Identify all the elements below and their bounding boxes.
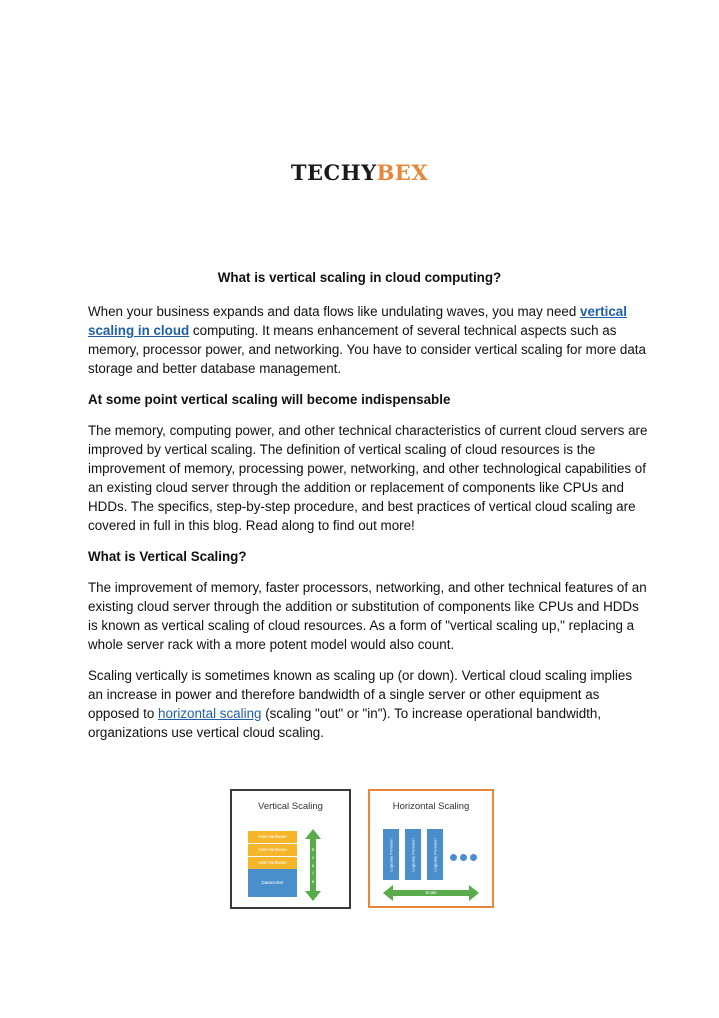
logo-text-bex: BEX xyxy=(376,160,429,185)
scaling-text-before: Scaling vertically is sometimes known as scaling up (or down). Vertical cloud scaling implies an increase in power and therefore bandwidth of a single server or other equipment as opposed to xyxy=(88,668,633,721)
provision-column xyxy=(427,829,443,880)
provision-label: Logically Provision xyxy=(432,837,438,872)
techybex-logo xyxy=(0,160,719,185)
intro-text-before: When your business expands and data flows like undulating waves, you may need xyxy=(88,304,581,319)
horizontal-scaling-link[interactable]: horizontal scaling xyxy=(158,706,262,721)
vertical-arrow-letter-l: l xyxy=(312,871,314,876)
vertical-arrow-letter-a: a xyxy=(311,863,315,868)
logo-text-techy: TECHY xyxy=(290,160,377,185)
definition-paragraph: The memory, computing power, and other technical characteristics of current cloud servers are improved by vertical scaling. The definition of vertical scaling of cloud resources is the improvement of memory, processing power, networking, and other technological capabilities of an existing cloud server through the addition or replacement of components like CPUs and HDDs. The specifics, step-by-step procedure, and best practices of vertical cloud scaling are covered in full in this blog. Read along to find out more! xyxy=(88,423,648,533)
intro-paragraph xyxy=(88,302,648,378)
provision-column xyxy=(383,829,399,880)
vertical-scaling-title: Vertical Scaling xyxy=(258,801,323,812)
improvement-paragraph: The improvement of memory, faster processors, networking, and other technical features of an existing cloud server through the addition or substitution of components like CPUs and HDDs is known as vertical scaling of cloud resources. As a form of "vertical scaling up," replacing a whole server rack with a more potent model would also count. xyxy=(88,580,647,652)
provision-column xyxy=(405,829,421,880)
section-heading-what-is: What is Vertical Scaling? xyxy=(88,549,247,564)
horizontal-scaling-title: Horizontal Scaling xyxy=(392,801,470,812)
ellipsis-dots-icon xyxy=(450,854,457,861)
page-title: What is vertical scaling in cloud computing? xyxy=(217,270,502,285)
add-hardware-block: Add Hardware xyxy=(248,844,297,856)
vertical-scaling-link[interactable]: vertical scaling in cloud xyxy=(88,304,627,338)
add-hardware-block: Add Hardware xyxy=(248,831,297,843)
vertical-arrow-letter-s: S xyxy=(311,847,315,852)
provision-label: Logically Provision xyxy=(388,837,394,872)
horizontal-scaling-panel xyxy=(368,789,494,908)
vertical-arrow-letter-e: e xyxy=(311,879,315,884)
scaling-text-after: (scaling "out" or "in"). To increase operational bandwidth, organizations use vertical cloud scaling. xyxy=(88,706,602,740)
horizontal-arrow-label: Scale xyxy=(425,890,437,895)
ellipsis-dots-icon xyxy=(470,854,477,861)
datacenter-block: Datacenter xyxy=(248,869,297,897)
intro-text-after: computing. It means enhancement of several technical aspects such as memory, processor power, and networking. You have to consider vertical scaling for more data storage and better database management. xyxy=(88,323,646,376)
section-heading-indispensable: At some point vertical scaling will become indispensable xyxy=(88,392,451,407)
ellipsis-dots-icon xyxy=(460,854,467,861)
scaling-up-paragraph xyxy=(88,666,648,742)
vertical-arrow-letter-c: c xyxy=(311,855,315,860)
article-body xyxy=(88,302,648,754)
provision-label: Logically Provision xyxy=(410,837,416,872)
vertical-scaling-panel xyxy=(230,789,351,909)
add-hardware-block: Add Hardware xyxy=(248,857,297,869)
up-down-arrow-icon xyxy=(305,829,321,901)
